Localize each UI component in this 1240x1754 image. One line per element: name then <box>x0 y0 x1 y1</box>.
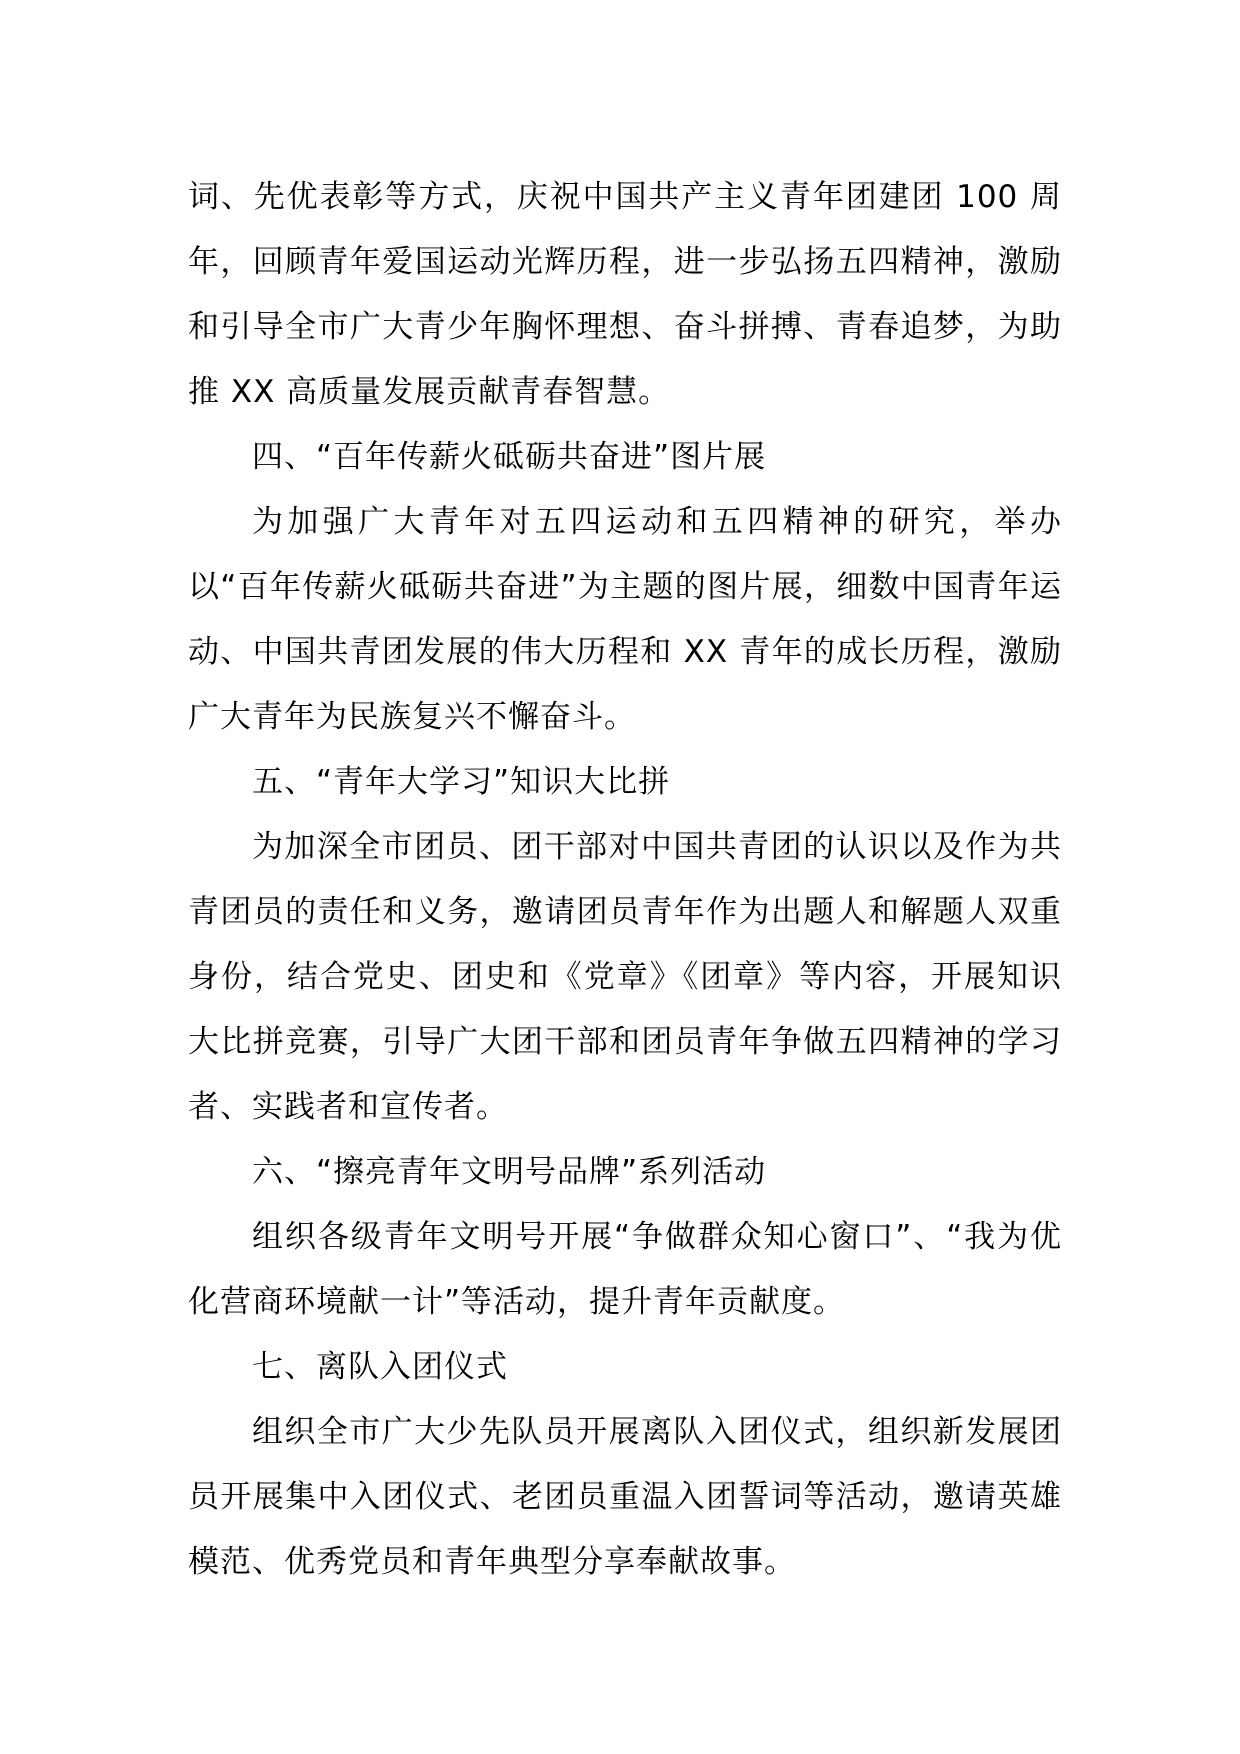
paragraph-continued-celebration: 词、先优表彰等方式，庆祝中国共产主义青年团建团 100 周年，回顾青年爱国运动光辉历程，进一步弘扬五四精神，激励和引导全市广大青少年胸怀理想、奋斗拼搏、青春追梦，为助推 XX 高质量发展贡献青春智慧。 <box>188 179 1062 410</box>
document-body <box>188 165 1062 1595</box>
paragraph-youth-civilization-brand: 组织各级青年文明号开展“争做群众知心窗口”、“我为优化营商环境献一计”等活动，提升青年贡献度。 <box>188 1219 1062 1320</box>
heading-knowledge-contest: 五、“青年大学习”知识大比拼 <box>252 764 671 800</box>
paragraph-knowledge-contest: 为加深全市团员、团干部对中国共青团的认识以及作为共青团员的责任和义务，邀请团员青年作为出题人和解题人双重身份，结合党史、团史和《党章》《团章》等内容，开展知识大比拼竞赛，引导广大团干部和团员青年争做五四精神的学习者、实践者和宣传者。 <box>188 829 1062 1125</box>
paragraph-photo-exhibition: 为加强广大青年对五四运动和五四精神的研究，举办以“百年传薪火砥砺共奋进”为主题的图片展，细数中国青年运动、中国共青团发展的伟大历程和 XX 青年的成长历程，激励广大青年为民族复兴不懈奋斗。 <box>188 504 1062 735</box>
heading-league-ceremony: 七、离队入团仪式 <box>252 1349 508 1385</box>
heading-youth-civilization-brand: 六、“擦亮青年文明号品牌”系列活动 <box>252 1154 767 1190</box>
heading-photo-exhibition: 四、“百年传薪火砥砺共奋进”图片展 <box>252 439 767 475</box>
paragraph-league-ceremony: 组织全市广大少先队员开展离队入团仪式，组织新发展团员开展集中入团仪式、老团员重温入团誓词等活动，邀请英雄模范、优秀党员和青年典型分享奉献故事。 <box>188 1414 1062 1580</box>
